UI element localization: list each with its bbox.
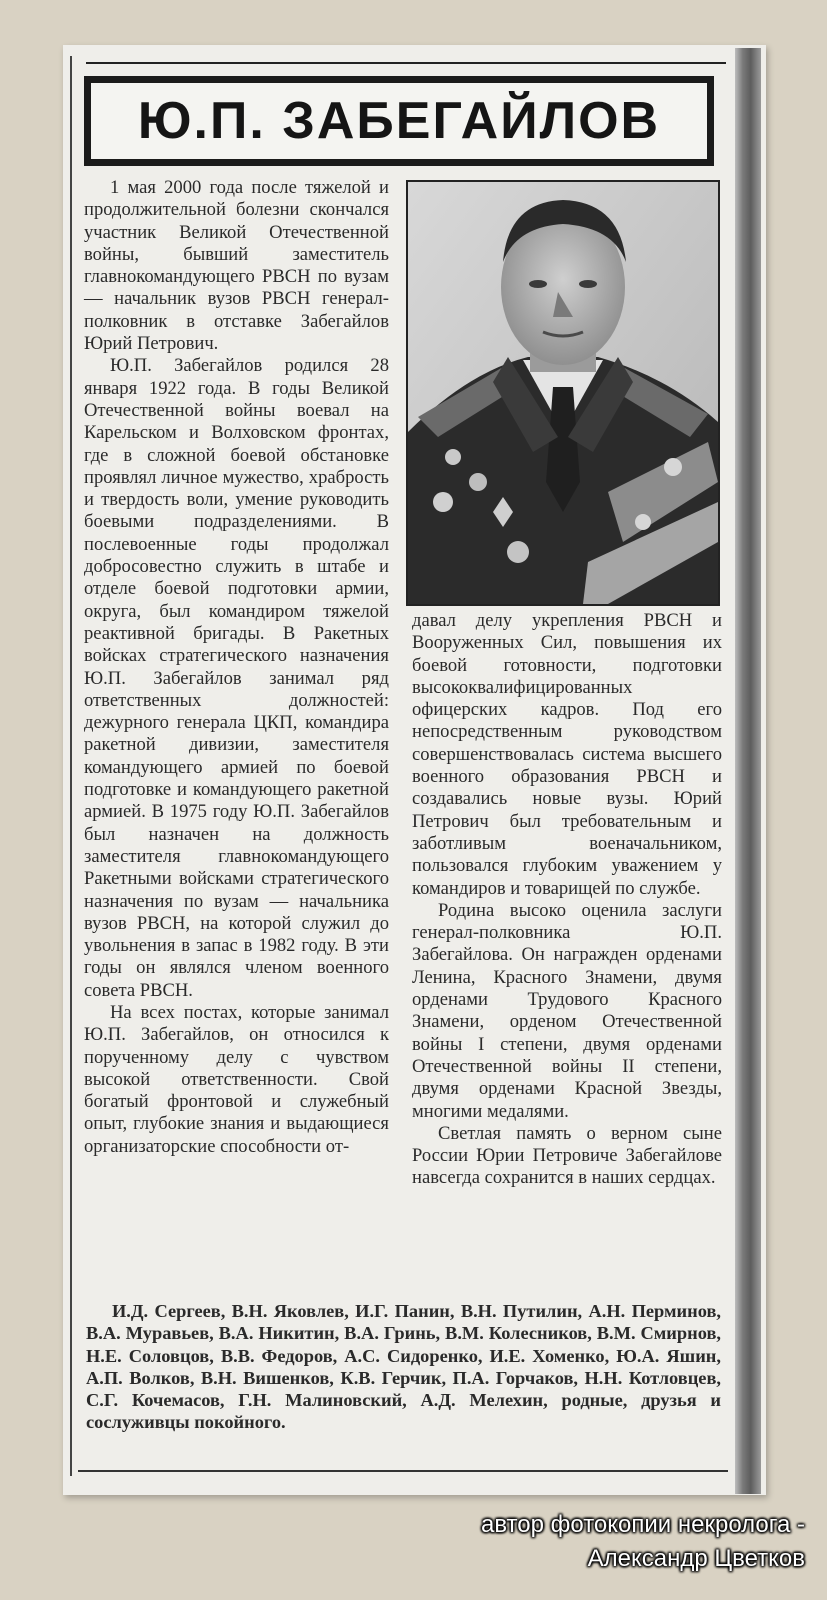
- caption-line: автор фотокопии некролога -: [480, 1511, 805, 1538]
- top-rule: [86, 62, 726, 64]
- headline: Ю.П. ЗАБЕГАЙЛОВ: [137, 92, 661, 150]
- paragraph: Светлая память о верном сыне России Юрии Петровиче Забегайлове навсегда сохранится в наших сердцах.: [412, 1122, 722, 1189]
- paragraph: На всех постах, которые занимал Ю.П. Забегайлов, он относился к порученному делу с чувством высокой ответственности. Свой богатый фронтовой и служебный опыт, глубокие знания и выдающиеся организаторские способности от-: [84, 1001, 389, 1157]
- left-rule: [70, 56, 72, 1476]
- paragraph: давал делу укрепления РВСН и Вооруженных Сил, повышения их боевой готовности, подготовки высококвалифицированных офицерских кадров. Под его непосредственным руководством совершенствовалась система высшего военного образования РВСН и создавались новые вузы. Юрий Петрович был требовательным и заботливым военачальником, пользовался глубоким уважением у командиров и товарищей по службе.: [412, 610, 722, 899]
- headline-box: [84, 76, 714, 166]
- clipping-shadow-edge: [735, 48, 761, 1494]
- signatories: И.Д. Сергеев, В.Н. Яковлев, И.Г. Панин, В.Н. Путилин, А.Н. Перминов, В.А. Муравьев, В.А. Никитин, В.А. Гринь, В.М. Колесников, В.М. Смирнов, Н.Е. Соловцов, В.В. Федоров, А.С. Сидоренко, И.Е. Хоменко, Ю.А. Яшин, А.П. Волков, В.Н. Вишенков, К.В. Герчик, П.А. Горчаков, Н.Н. Котловцев, С.Г. Кочемасов, Г.Н. Малиновский, А.Д. Мелехин, родные, друзья и сослуживцы покойного.: [86, 1301, 721, 1433]
- photo-caption: [285, 1508, 805, 1576]
- portrait-photo: [406, 180, 720, 606]
- caption-author: Александр Цветков: [587, 1545, 805, 1572]
- paragraph: Ю.П. Забегайлов родился 28 января 1922 года. В годы Великой Отечественной войны воевал на Карельском и Волховском фронтах, где в сложной боевой обстановке проявлял личное мужество, храбрость и твердость воли, умение руководить боевыми подразделениями. В послевоенные годы продолжал добросовестно служить в штабе и отделе боевой подготовки армии, округа, был командиром тяжелой реактивной бригады. В Ракетных войсках стратегического назначения Ю.П. Забегайлов занимал ряд ответственных должностей: дежурного генерала ЦКП, командира ракетной дивизии, заместителя командующего армией по боевой подготовке и командующего ракетной армией. В 1975 году Ю.П. Забегайлов был назначен на должность заместителя главнокомандующего Ракетными войсками стратегического назначения по вузам — начальника вузов РВСН, на которой служил до увольнения в запас в 1982 году. В эти годы он являлся членом военного совета РВСН.: [84, 355, 389, 1001]
- article-column-right: [412, 610, 722, 1190]
- paragraph: Родина высоко оценила заслуги генерал-полковника Ю.П. Забегайлова. Он награжден орденами Ленина, Красного Знамени, двумя орденами Трудового Красного Знамени, орденом Отечественной войны I степени, двумя орденами Отечественной войны II степени, двумя орденами Красной Звезды, многими медалями.: [412, 899, 722, 1122]
- bottom-rule: [78, 1470, 728, 1472]
- article-column-left: [84, 177, 389, 1158]
- paragraph: 1 мая 2000 года после тяжелой и продолжительной болезни скончался участник Великой Отечественной войны, бывший заместитель главнокомандующего РВСН по вузам — начальник вузов РВСН генерал-полковник в отставке Забегайлов Юрий Петрович.: [84, 177, 389, 355]
